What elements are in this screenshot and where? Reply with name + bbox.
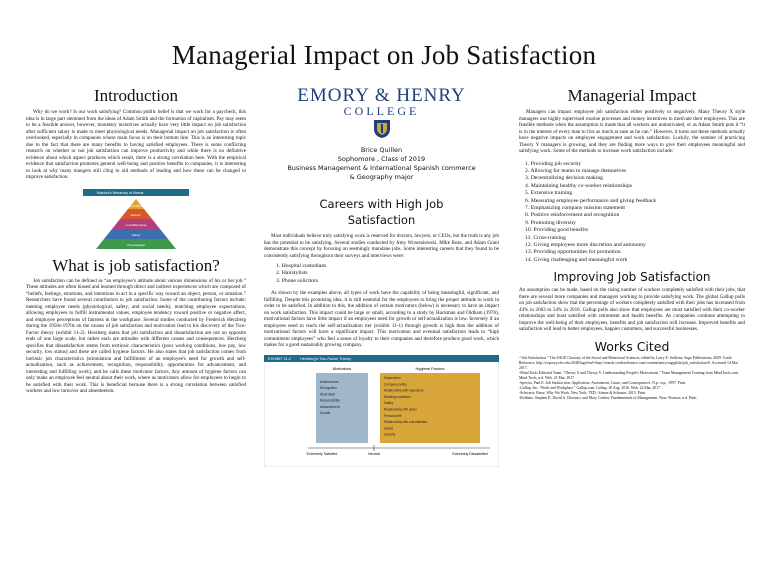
majors-line-1: Business Management & International Spanish commerce <box>287 164 476 172</box>
citation: -Gallup, Inc. “Work and Workplace.” Gallup.com. Gallup, 30 Aug. 2016. Web. 22 Mar. 2017. <box>519 385 661 390</box>
hygiene-item: Working conditions <box>384 394 411 399</box>
pyramid-label: Physiological <box>127 242 145 247</box>
careers-list <box>276 263 499 285</box>
citation: -“Job Satisfaction.” The SAGE Glossary of the Social and Behavioral Sciences, edited by Larry E. Sullivan, Sage Publications, 2009. Credo Reference, http://ezproxy.ehc.edu:2048/login?url=http://search.credoreference.com/content/entry/sageglsbs/job_satisfaction/0. Accessed 14 Mar 2017. <box>519 355 739 370</box>
list-item: 12. Giving employees more discretion and autonomy <box>525 241 646 248</box>
logo-college: COLLEGE <box>343 104 420 118</box>
citations <box>519 356 745 401</box>
what-is-heading: What is job satisfaction? <box>52 255 220 275</box>
hygiene-item: Relationship with subordinates <box>384 419 428 424</box>
introduction-heading: Introduction <box>93 86 179 105</box>
hygiene-item: Security <box>384 432 396 437</box>
motivator-item: Responsibility <box>320 398 340 403</box>
list-item: 4. Maintaining healthy co-worker relationships <box>525 182 632 189</box>
list-item: 6. Measuring employee performance and giving feedback <box>525 197 657 204</box>
list-item: 2. Hairstylists <box>276 270 308 277</box>
list-item: 1. Hospital custodians <box>276 263 327 269</box>
hygiene-item: Status <box>384 426 394 431</box>
two-factor-theory-figure <box>264 355 499 467</box>
list-item: 11. Cross-training <box>525 234 566 241</box>
list-item: 3. Phone solicitors <box>276 277 319 284</box>
majors-line-2: & Geography major <box>349 173 414 181</box>
author-info <box>264 146 499 182</box>
hygiene-item: Relationship with peers <box>384 407 417 412</box>
column-left <box>26 86 246 395</box>
author-name: Brice Quillen <box>360 146 403 154</box>
careers-heading-line-2: Satisfaction <box>347 213 416 227</box>
citation: -Spector, Paul E. Job Satisfaction: Application, Assessment, Cause, and Consequences. N.p.: n.p., 1997. Print. <box>519 380 687 385</box>
column-middle <box>264 86 499 472</box>
motivator-item: Growth <box>320 410 331 415</box>
pyramid-label: Love/Belonging <box>125 222 147 227</box>
list-item: 14. Giving challenging and meaningful work <box>525 256 628 263</box>
hygiene-heading: Hygiene Factors <box>415 365 445 371</box>
axis-right-label: Extremely Dissatisfied <box>452 451 488 456</box>
maslow-pyramid-figure <box>83 189 189 253</box>
list-item: 3. Decentralizing decision making <box>525 175 604 182</box>
works-cited-heading: Works Cited <box>594 338 670 354</box>
what-is-text: Job satisfaction can be defined as “an employee’s attitude about various dimensions of his or her job.” These attitudes are often biased and learned through direct and indirect experiences which are composed of “beliefs, feelings, emotions, and intentions to act in a specific way toward an object, person, or situation.” Researchers have found several contributors to job satisfaction. Some of the contributing factors include: meeting employee needs (physiological, safety, and social needs), matching employee expectations, allowing employees to fulfill instrumental values, employee tendency toward positive or negative affect, and employee perceptions of fairness in the workplace. Several studies conducted by Frederick Herzberg during the 1950s-1970s on the causes of job satisfaction and motivation lead to his discovery of the Two-Factor theory (exhibit 11-2). Herzberg states that job satisfaction and dissatisfaction are not on opposite ends of one large scale, but rather each are attitudes with different causes and consequences. Herzberg specifies that dissatisfaction stems from extrinsic characteristics (poor working conditions, low pay, low security, low status) and these are called hygiene factors. He also states that job satisfaction comes from intrinsic job characteristics (stimulation and fulfillment of an employee's need for growth and self-actualization, such as achievement, recognition, responsibility, opportunities for advancement, and interesting and fulfilling work), and he calls these motivator factors. Any amount of hygiene factors can only make an employee feel neutral about their work, where as motivators allow for employees to begin to be satisfied with their work. This is beneficial because there is a strong correlation between satisfied workers and low turnover and absenteeism. <box>26 277 246 394</box>
managerial-impact-text: Managers can impact employee job satisfaction either positively or negatively. Many Theory X style managers use highly supervised routine processes and money incentives to motivate their employees. This are feasible methods when the assumption is made that all workers are unmotivated, or as Adam Smith puts it “it is in the interest of every man to live as much at ease as he can.” However, it turns out these methods actually have negative impacts on employee engagement and work satisfaction. Luckily, the number of practicing Theory Y managers is growing, and they are finding more ways to give their employees meaningful and satisfying work. Some of the methods to increase work satisfaction include: <box>519 109 745 154</box>
motivator-item: Advancement <box>320 404 340 409</box>
hygiene-item: Personal life <box>384 413 402 418</box>
managerial-impact-heading: Managerial Impact <box>567 86 697 105</box>
list-item: 13. Providing opportunities for promotion <box>525 249 621 256</box>
motivator-item: Achievement <box>320 379 339 384</box>
careers-heading <box>264 196 499 228</box>
methods-list <box>525 161 745 265</box>
pyramid-label: Safety <box>131 232 141 237</box>
axis-middle-label: Neutral <box>368 451 380 456</box>
improving-text: An assumption can be made, based on the rising number of workers completely satisfied with their jobs, that there are several more companies and managers working to provide satisfying work. The global Gallup polls on job satisfaction show that the percentage of workers completely satisfied with their jobs has increased from 44% in 2003 to 54% in 2016. Gallup polls also show that employees are most satisfied with their co-worker relationships and least satisfied with retirement and health benefits. As companies continue attempting to improve the well-being of their employees, benefits and job satisfaction will increase. Improved benefits and satisfaction will lead to better employees, happier customers, and successful businesses. <box>519 287 745 333</box>
axis-left-label: Extremely Satisfied <box>306 451 338 456</box>
hygiene-item: Salary <box>384 400 394 405</box>
college-logo <box>264 85 499 144</box>
pyramid-label: Self-actualization <box>126 204 146 208</box>
exhibit-label: EXHIBIT 11-2 <box>268 356 292 361</box>
list-item: 9. Promoting diversity <box>525 219 577 226</box>
poster-title: Managerial Impact on Job Satisfaction <box>171 40 597 70</box>
motivator-item: Work itself <box>320 392 335 397</box>
citation: -Schwartz, Barry. Why We Work. New York: TED ; Simon & Schuster, 2015. Print. <box>519 390 646 395</box>
list-item: 7. Emphasizing company mission statement <box>525 204 625 211</box>
list-item: 8. Positive reinforcement and recognition <box>525 212 620 219</box>
pyramid-label: Esteem <box>130 212 142 217</box>
list-item: 1. Providing job security <box>525 160 582 167</box>
logo-name: EMORY & HENRY <box>297 85 466 106</box>
list-item: 2. Allowing for teams to manage themselves <box>525 167 627 174</box>
hygiene-item: Supervision <box>384 375 401 380</box>
list-item: 5. Extensive training <box>525 190 573 197</box>
careers-heading-line-1: Careers with High Job <box>319 197 444 211</box>
careers-text-2: As shown by the examples above, all types of work have the capability of being meaningful, significant, and fulfilling. Despite this promising idea, it is still essential for the employees to bring the proper attitude to work in order to be satisfied. In addition to this, the addition of certain motivators (below) is necessary to have an impact on work satisfaction. This impact could be large or small, according to a study by Hackman and Oldham (1976), motivational factors have little impact if an employees need for growth or self-actualization is low. Inversely if an employees need to reach the self-actualization tier (exhibit 11-1) through growth is high than the addition of motivational factors will have a significant impact. This motivation and eventual satisfaction leads to “high commitment employees” who feel a sense of loyalty to their companies and therefore produce good work, which makes for a good sustainably growing company. <box>264 290 499 349</box>
list-item: 10. Providing good benefits <box>525 227 589 234</box>
introduction-text: Why do we work? Is our work satisfying? Common public belief is that we work for a paycheck, this idea is in large part stemmed from the ideas of Adam Smith and the formation of capitalism. Pay may seem to be a feasible answer, however, monetary incentives actually have very little impact on job satisfaction after sufficient salary is made to meet physiological needs. Managerial impact on job satisfaction is often overlooked, especially in companies whose main focus is on their bottom line. This is an interesting topic due to the fact that there are many benefits to having satisfied employees. There is some conflicting research on whether or not job satisfaction can improve productivity and while there is no definitive evidence about which aspect produces which result, there is a strong correlation here. With the empirical evidence that satisfaction promotes general well-being and positive benefits to companies, it is interesting to look at why many mangers still cling to old methods of leading and how these can be changed to improve satisfaction. <box>26 109 246 180</box>
motivator-item: Recognition <box>320 385 337 390</box>
hygiene-item: Company policy <box>384 382 407 387</box>
exhibit-title: Herzberg's Two-Factor Theory <box>300 356 352 361</box>
careers-text: Most individuals believe truly satisfying work is reserved for doctors, lawyers, or CEOs, but the truth is any job has the potential to be satisfying. Several studies conducted by Amy Wrzesniewski, Mike Rose, and Adam Grant demonstrate this concept by focusing on seemingly mundane jobs. Some interesting careers that they found to be consistently satisfying throughout their surveys and interviews were: <box>264 233 499 259</box>
class-year: Sophomore , Class of 2019 <box>337 155 426 163</box>
pyramid-title: Maslow's Hierarchy of Needs <box>97 190 144 195</box>
college-crest-icon <box>373 119 391 139</box>
improving-heading: Improving Job Satisfaction <box>553 270 711 285</box>
citation: -Robbins, Stephen P., David A. Decenzo, and Mary Coulter. Fundamentals of Management. New: Pearson, n.d. Print. <box>519 395 698 400</box>
column-right <box>519 86 745 401</box>
hygiene-item: Relationship with supervisor <box>384 388 424 393</box>
motivators-heading: Motivators <box>332 365 352 371</box>
citation: -Mind Tools Editorial Team. “Theory X and Theory Y: Understanding People's Motivations.” Team Management Training from MindTools.com. Mind Tools, n.d. Web. 21 Mar. 2017. <box>519 370 739 380</box>
